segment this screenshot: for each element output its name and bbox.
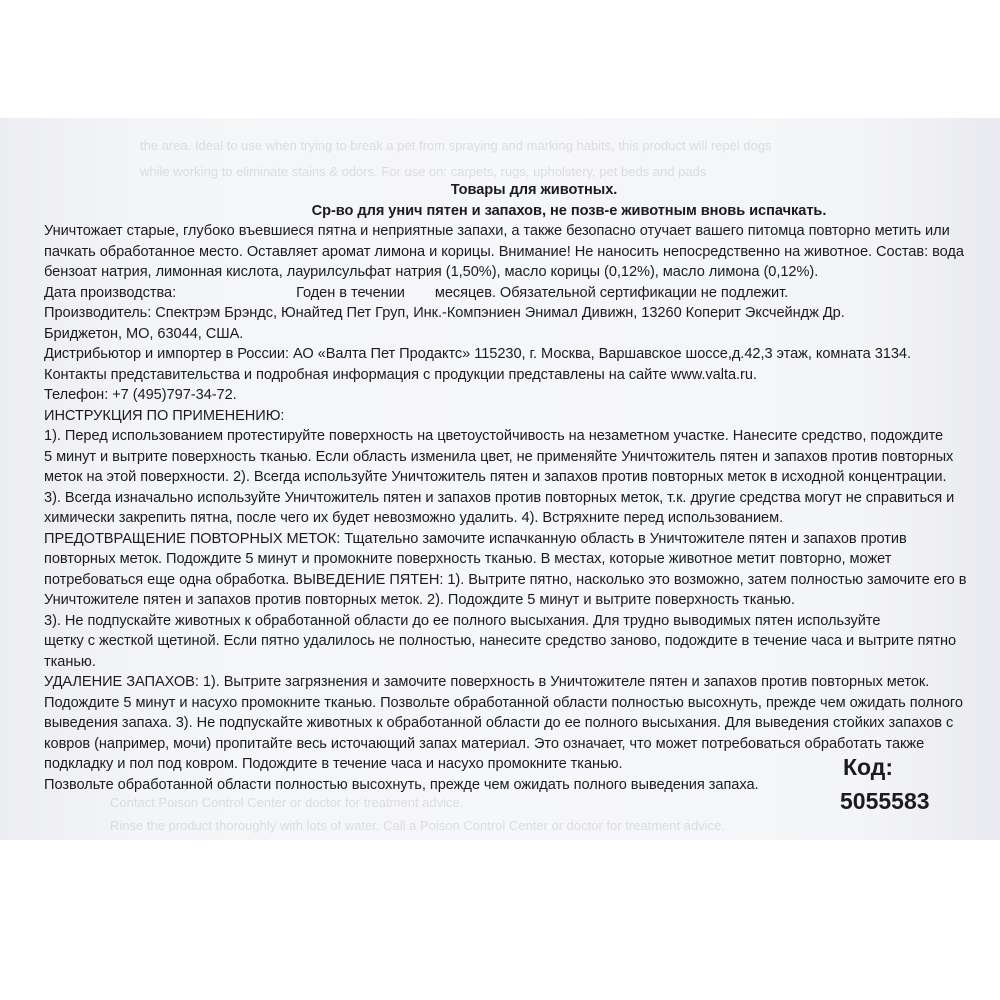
text-line: 3). Не подпускайте животных к обработанной области до ее полного высыхания. Для трудно выводимых пятен используйте (44, 612, 881, 629)
bleed-through-text-1: the area. Ideal to use when trying to break a pet from spraying and marking habits, this product will repel dogs (140, 138, 772, 153)
shelf-life-note: месяцев. Обязательной сертификации не подлежит. (434, 284, 789, 301)
heading-subtitle: Ср-во для унич пятен и запахов, не позв-е животным вновь испачкать. (311, 202, 827, 219)
text-line: потребоваться еще одна обработка. ВЫВЕДЕНИЕ ПЯТЕН: 1). Вытрите пятно, насколько это возможно, затем полностью замочите его в (44, 571, 967, 588)
text-line: 1). Перед использованием протестируйте поверхность на цветоустойчивость на незаметном участке. Нанесите средство, подождите (44, 428, 944, 444)
text-line: Контакты представительства и подробная информация с продукции представлены на сайте www.valta.ru. (44, 366, 757, 383)
product-code-value: 5055583 (840, 788, 930, 814)
text-line: щетку с жесткой щетиной. Если пятно удалилось не полностью, нанесите средство заново, подождите в течение часа и вытрите пятно (44, 633, 957, 649)
text-line: Дистрибьютор и импортер в России: АО «Валта Пет Продактс» 115230, г. Москва, Варшавское шоссе,д.42,3 этаж, комната 3134. (44, 346, 911, 362)
product-label (0, 118, 1000, 840)
bleed-through-text-3: Contact Poison Control Center or doctor for treatment advice. (110, 795, 464, 810)
label-text-block (44, 180, 967, 795)
text-line: ковров (например, мочи) пропитайте весь источающий запах материал. Это означает, что может потребоваться обработать также (44, 735, 925, 752)
text-line: Подождите 5 минут и насухо промокните тканью. Позвольте обработанной области полностью высохнуть, прежде чем ожидать полного (44, 694, 963, 711)
production-date-label: Дата производства: (44, 284, 177, 301)
text-line: меток на этой поверхности. 2). Всегда используйте Уничтожитель пятен и запахов против повторных меток в исходной концентрации. (44, 469, 947, 485)
section-heading: ИНСТРУКЦИЯ ПО ПРИМЕНЕНИЮ: (44, 407, 285, 424)
text-line: тканью. (44, 653, 96, 670)
production-date-line (44, 283, 964, 304)
text-line: Бриджетон, МО, 63044, США. (44, 325, 244, 342)
text-line: химически закрепить пятна, после чего их будет невозможно удалить. 4). Встряхните перед использованием. (44, 510, 784, 526)
text-line: Позвольте обработанной области полностью высохнуть, прежде чем ожидать полного выведения запаха. (44, 776, 759, 793)
text-line: УДАЛЕНИЕ ЗАПАХОВ: 1). Вытрите загрязнения и замочите поверхность в Уничтожителе пятен и запахов против повторных меток. (44, 674, 930, 690)
heading-title: Товары для животных. (450, 182, 618, 198)
text-line: выведения запаха. 3). Не подпускайте животных к обработанной области до ее полного высыхания. Для выведения стойких запахов с (44, 715, 954, 731)
text-line: Производитель: Спектрэм Брэндс, Юнайтед Пет Груп, Инк.-Компэниен Энимал Дивижн, 13260 Коперит Эксчейндж Др. (44, 305, 845, 321)
text-line: Телефон: +7 (495)797-34-72. (44, 387, 237, 403)
product-code-label: Код: (843, 754, 894, 780)
text-line: ПРЕДОТВРАЩЕНИЕ ПОВТОРНЫХ МЕТОК: Тщательно замочите испачканную область в Уничтожителе пятен и запахов против (44, 530, 907, 547)
text-line: повторных меток. Подождите 5 минут и промокните поверхность тканью. В местах, которые животное метит повторно, может (44, 551, 892, 567)
bleed-through-text-4: Rinse the product thoroughly with lots of water. Call a Poison Control Center or doctor for treatment advice. (110, 818, 725, 833)
text-line: Уничтожает старые, глубоко въевшиеся пятна и неприятные запахи, а также безопасно отучает вашего питомца повторно метить или (44, 223, 950, 239)
text-line: пачкать обработанное место. Оставляет аромат лимона и корицы. Внимание! Не наносить непосредственно на животное. Состав: вода (44, 243, 964, 260)
text-line: Уничтожителе пятен и запахов против повторных меток. 2). Подождите 5 минут и вытрите поверхность тканью. (44, 592, 795, 608)
shelf-life-label: Годен в течении (296, 284, 405, 301)
bleed-through-text-2: while working to eliminate stains & odors. For use on: carpets, rugs, upholstery, pet beds and pads (140, 164, 707, 179)
text-line: бензоат натрия, лимонная кислота, лаурилсульфат натрия (1,50%), масло корицы (0,12%), масло лимона (0,12%). (44, 264, 819, 280)
text-line: подкладку и пол под ковром. Подождите в течение часа и насухо промокните тканью. (44, 756, 623, 772)
text-line: 3). Всегда изначально используйте Уничтожитель пятен и запахов против повторных меток, т.к. другие средства могут не справиться и (44, 489, 955, 506)
text-line: 5 минут и вытрите поверхность тканью. Если область изменила цвет, не применяйте Уничтожитель пятен и запахов против повторных (44, 448, 954, 465)
